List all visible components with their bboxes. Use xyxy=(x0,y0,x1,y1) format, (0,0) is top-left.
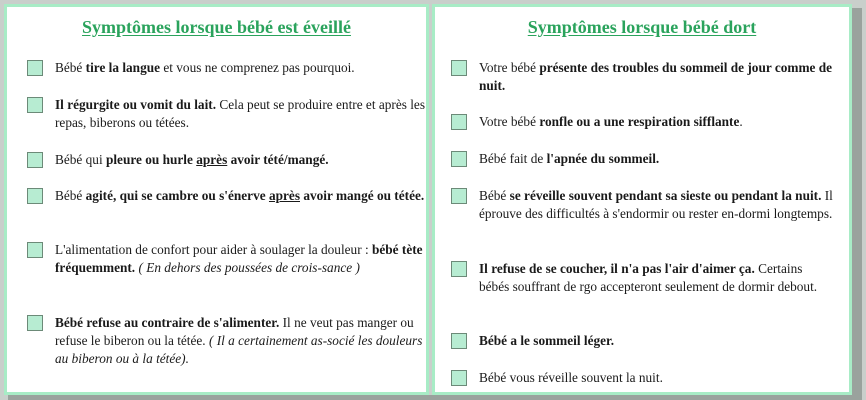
checkbox[interactable] xyxy=(451,261,467,277)
list-item xyxy=(451,150,834,168)
item-text: Bébé vous réveille souvent la nuit. xyxy=(479,370,663,385)
checkbox[interactable] xyxy=(27,152,43,168)
checkbox[interactable] xyxy=(451,188,467,204)
item-text: Votre bébé ronfle ou a une respiration sifflante. xyxy=(479,114,743,129)
list-item xyxy=(451,369,834,387)
list-item xyxy=(27,96,425,132)
item-text: Votre bébé présente des troubles du sommeil de jour comme de nuit. xyxy=(479,60,833,93)
item-text: Bébé tire la langue et vous ne comprenez pas pourquoi. xyxy=(55,60,355,75)
checkbox[interactable] xyxy=(27,315,43,331)
panel-title-sleep: Symptômes lorsque bébé dort xyxy=(527,17,757,37)
list-item xyxy=(451,260,834,296)
item-text: Bébé qui pleure ou hurle après avoir tété/mangé. xyxy=(55,152,329,167)
panel-shadow xyxy=(852,8,862,399)
list-item xyxy=(27,241,425,277)
checkbox[interactable] xyxy=(27,97,43,113)
item-text: Bébé fait de l'apnée du sommeil. xyxy=(479,151,660,166)
list-item xyxy=(451,59,834,95)
item-text: Il régurgite ou vomit du lait. Cela peut se produire entre et après les repas, biberons ou tétées. xyxy=(55,97,426,130)
item-text: Bébé refuse au contraire de s'alimenter. Il ne veut pas manger ou refuse le biberon ou la tétée. ( Il a certainement as-socié les douleurs au biberon ou à la tétée). xyxy=(55,315,423,366)
checkbox[interactable] xyxy=(27,242,43,258)
item-text: L'alimentation de confort pour aider à soulager la douleur : bébé tète fréquemment. ( En dehors des poussées de crois-sance ) xyxy=(55,242,423,275)
list-item xyxy=(27,314,425,368)
item-text: Bébé se réveille souvent pendant sa sieste ou pendant la nuit. Il éprouve des difficultés à s'endormir ou rester en-dormi longtemps. xyxy=(479,188,833,221)
item-text: Bébé agité, qui se cambre ou s'énerve après avoir mangé ou tétée. xyxy=(55,188,425,203)
panel-shadow xyxy=(8,395,862,400)
item-text: Bébé a le sommeil léger. xyxy=(479,333,615,348)
list-item xyxy=(27,187,425,205)
checkbox[interactable] xyxy=(451,370,467,386)
checkbox[interactable] xyxy=(451,151,467,167)
checkbox[interactable] xyxy=(27,188,43,204)
panel-sleep-symptoms xyxy=(432,4,852,395)
checkbox[interactable] xyxy=(451,114,467,130)
list-item xyxy=(27,151,425,169)
list-item xyxy=(451,113,834,131)
list-item xyxy=(451,332,834,350)
checkbox[interactable] xyxy=(451,60,467,76)
panel-title-awake: Symptômes lorsque bébé est éveillé xyxy=(82,17,351,37)
list-item xyxy=(27,59,425,77)
list-item xyxy=(451,187,834,223)
item-text: Il refuse de se coucher, il n'a pas l'air d'aimer ça. Certains bébés souffrant de rgo accepteront seulement de dormir debout. xyxy=(479,261,818,294)
panel-awake-symptoms xyxy=(4,4,429,395)
checkbox[interactable] xyxy=(451,333,467,349)
checkbox[interactable] xyxy=(27,60,43,76)
